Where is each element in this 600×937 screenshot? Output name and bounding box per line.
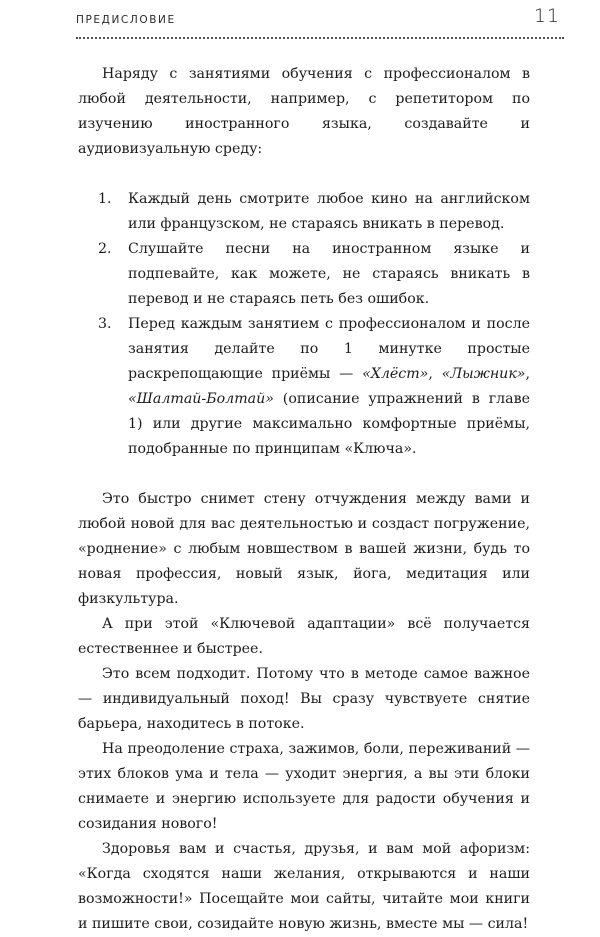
header-dotted-rule <box>76 37 564 39</box>
exercise-name-lyzhnik: «Лыжник» <box>441 366 526 382</box>
running-head-title: ПРЕДИСЛОВИЕ <box>76 14 176 26</box>
exercise-name-shaltai-boltai: «Шалтай-Болтай» <box>128 391 274 407</box>
list-item-text: Слушайте песни на иностранном языке и подпевайте, как можете, не стараясь вникать в перевод и не стараясь петь без ошибок. <box>128 241 530 307</box>
separator: , <box>428 366 442 382</box>
list-item-number: 3. <box>98 316 112 332</box>
page-number: 11 <box>533 5 560 27</box>
list-item-text-end: (описание упражнений в главе 1) или другие максимально комфортные приёмы, подобранные по принципам «Ключа». <box>128 391 530 457</box>
body-paragraph: На преодоление страха, зажимов, боли, переживаний — этих блоков ума и тела — уходит энергия, а вы эти блоки снимаете и энергию используете для радости обучения и созидания нового! <box>78 741 530 832</box>
body-paragraph: Здоровья вам и счастья, друзья, и вам мой афоризм: «Когда сходятся наши желания, открываются и наши возможности!» Посещайте мои сайты, читайте мои книги и пишите свои, созидайте новую жизнь, вместе мы — сила! <box>78 841 530 932</box>
separator: , <box>525 366 530 382</box>
page-body <box>78 62 530 937</box>
list-item <box>78 312 530 462</box>
exercise-name-khlyost: «Хлёст» <box>362 366 429 382</box>
list-item-number: 1. <box>98 191 112 207</box>
body-paragraph: Это быстро снимет стену отчуждения между вами и любой новой для вас деятельностью и создаст погружение, «роднение» с любым новшеством в вашей жизни, будь то новая профессия, новый язык, йога, медитация или физкультура. <box>78 491 530 607</box>
list-item-text <box>128 316 530 457</box>
list-item <box>78 237 530 312</box>
list-item-text-start: Перед каждым занятием с профессионалом и после занятия делайте по 1 минутке простые раскрепощающие приёмы — <box>128 316 530 382</box>
body-paragraph: Это всем подходит. Потому что в методе самое важное — индивидуальный поход! Вы сразу чувствуете снятие барьера, находитесь в потоке. <box>78 666 530 732</box>
list-item-number: 2. <box>98 241 112 257</box>
list-item <box>78 187 530 237</box>
numbered-list <box>78 187 530 462</box>
intro-paragraph: Наряду с занятиями обучения с профессионалом в любой деятельности, например, с репетитором по изучению иностранного языка, создавайте и аудиовизуальную среду: <box>78 66 530 157</box>
body-paragraph: А при этой «Ключевой адаптации» всё получается естественнее и быстрее. <box>78 616 530 657</box>
list-item-text: Каждый день смотрите любое кино на английском или французском, не стараясь вникать в перевод. <box>128 191 530 232</box>
